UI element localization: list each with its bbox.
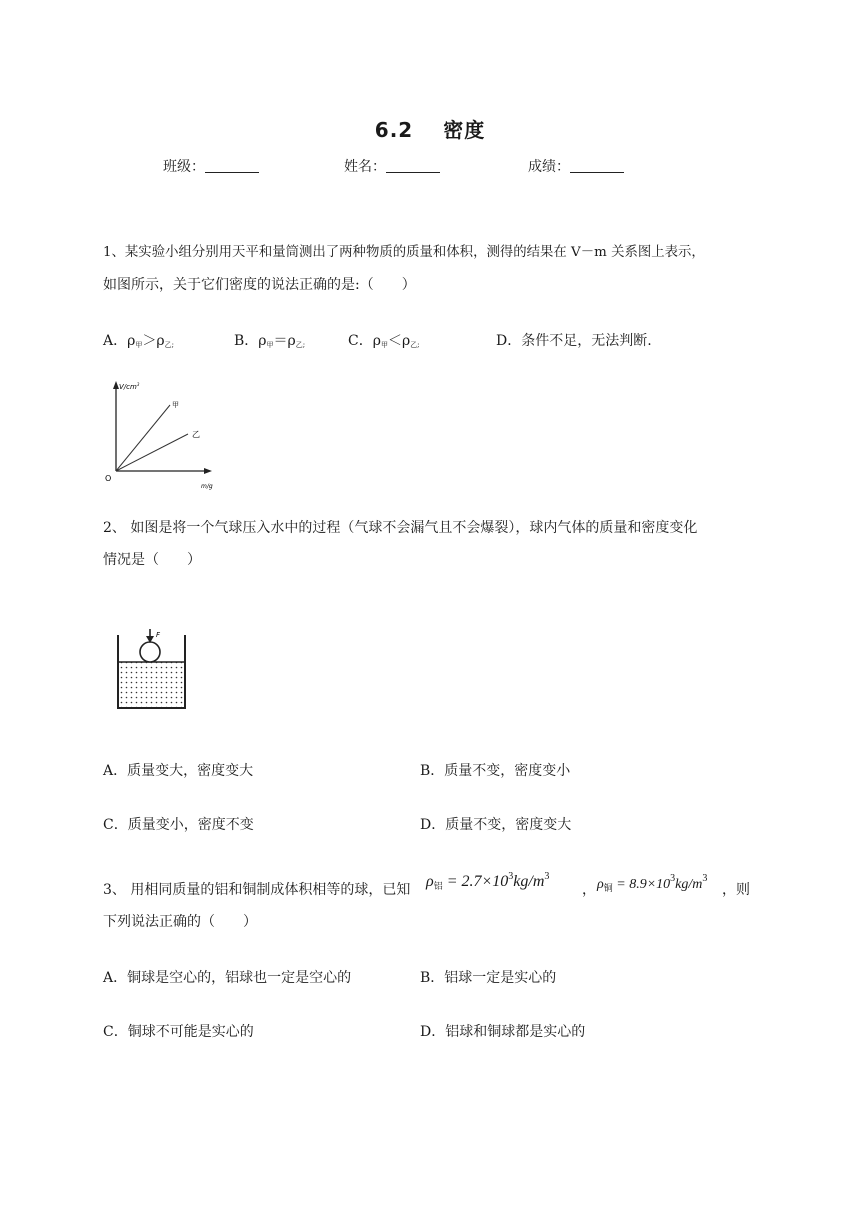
q3-option-a[interactable]: A．铜球是空心的，铝球也一定是空心的 <box>103 970 352 986</box>
class-blank[interactable] <box>205 158 259 173</box>
q2-option-c[interactable]: C．质量变小，密度不变 <box>103 817 254 833</box>
q1-text-line1: 1、某实验小组分别用天平和量筒测出了两种物质的质量和体积，测得的结果在 V－m 关系图上表示， <box>103 245 705 260</box>
q3-option-b[interactable]: B．铝球一定是实心的 <box>420 970 557 986</box>
name-blank[interactable] <box>386 158 440 173</box>
q2-option-b[interactable]: B．质量不变，密度变小 <box>420 763 571 779</box>
q2-text-line2: 情况是（ ） <box>103 552 201 568</box>
rho-copper-formula: $\rho_铜 = 8.9\times 10^3kg/m^3$ <box>597 873 708 893</box>
q2-text-line1: 2、 如图是将一个气球压入水中的过程（气球不会漏气且不会爆裂），球内气体的质量和密度变化 <box>103 520 698 536</box>
force-label: F <box>156 631 161 639</box>
line-yi <box>116 434 188 471</box>
x-axis-label: m/g <box>201 483 213 490</box>
q2-option-d[interactable]: D．质量不变，密度变大 <box>420 817 572 833</box>
page-title <box>0 114 860 143</box>
name-field <box>344 156 440 176</box>
q1-vm-graph <box>100 372 220 494</box>
class-label: 班级： <box>163 159 205 175</box>
class-field <box>163 156 259 176</box>
score-blank[interactable] <box>570 158 624 173</box>
q3-option-d[interactable]: D．铝球和铜球都是实心的 <box>420 1024 586 1040</box>
q3-text-line1-prefix: 3、 用相同质量的铝和铜制成体积相等的球，已知 <box>103 882 411 898</box>
y-axis-label: $V/cm^3$ <box>119 382 140 391</box>
q1-option-d[interactable]: D．条件不足，无法判断. <box>496 333 652 349</box>
score-field <box>528 156 624 176</box>
q1-option-a[interactable]: A．$\rho_甲>\rho_{乙;}$ <box>103 333 174 349</box>
name-label: 姓名： <box>344 159 386 175</box>
title-text: 密度 <box>443 118 486 142</box>
rho-aluminum-formula: ρ铝 = $2.7\times 10^3kg/m^3$ <box>426 871 550 891</box>
balloon <box>140 642 160 662</box>
q3-separator: ， <box>582 882 596 898</box>
q1-option-c[interactable]: C．$\rho_甲<\rho_{乙;}$ <box>348 333 420 349</box>
q3-text-line2: 下列说法正确的（ ） <box>103 914 257 930</box>
q2-option-a[interactable]: A．质量变大，密度变大 <box>103 763 254 779</box>
q3-option-c[interactable]: C．铜球不可能是实心的 <box>103 1024 254 1040</box>
score-label: 成绩： <box>528 159 570 175</box>
title-number: 6.2 <box>374 118 414 142</box>
line-jia <box>116 405 170 471</box>
label-jia: 甲 <box>172 401 179 409</box>
water <box>118 662 185 708</box>
q3-text-line1-suffix: ，则 <box>722 882 750 898</box>
q1-option-b[interactable]: B．$\rho_甲=\rho_{乙;}$ <box>234 333 306 349</box>
origin-label: O <box>105 474 112 483</box>
label-yi: 乙 <box>192 430 200 439</box>
x-axis-arrow <box>204 468 212 474</box>
q1-text-line2: 如图所示，关于它们密度的说法正确的是:（ ） <box>103 277 416 293</box>
q2-balloon-figure <box>104 605 198 721</box>
